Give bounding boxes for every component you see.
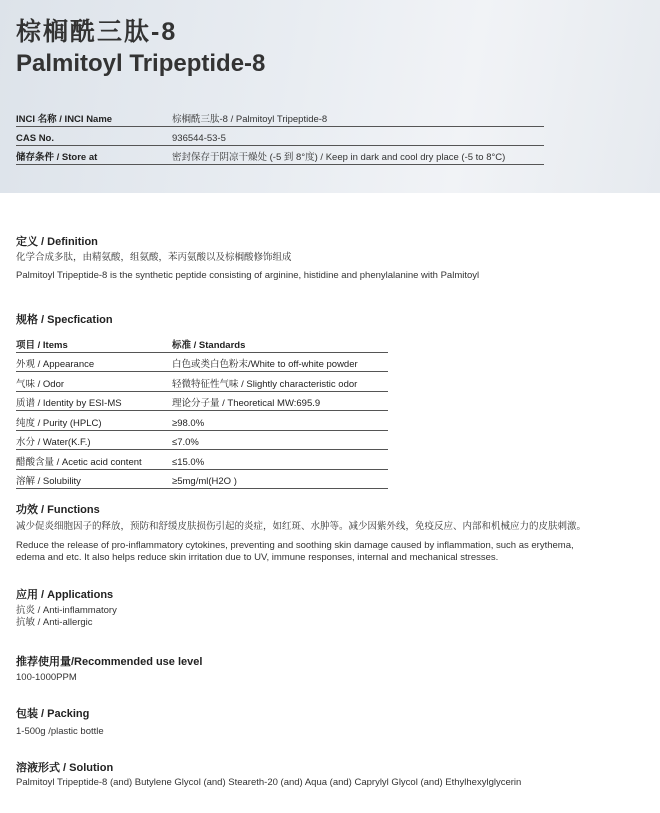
info-value: 棕榈酰三肽-8 / Palmitoyl Tripeptide-8 xyxy=(172,114,328,125)
spec-row xyxy=(16,411,388,431)
functions-heading: 功效 / Functions xyxy=(16,504,100,516)
spec-item: 质谱 / Identity by ESI-MS xyxy=(16,398,122,409)
spec-standard: ≥98.0% xyxy=(172,417,205,429)
solution-value: Palmitoyl Tripeptide-8 (and) Butylene Glycol (and) Steareth-20 (and) Aqua (and) Caprylyl Glycol (and) Ethylhexylglycerin xyxy=(16,777,522,788)
packing-value: 1-500g /plastic bottle xyxy=(16,726,104,737)
info-row xyxy=(16,127,544,146)
info-row xyxy=(16,108,544,127)
spec-row xyxy=(16,450,388,470)
spec-col-standards: 标准 / Standards xyxy=(172,339,246,351)
spec-standard: ≤7.0% xyxy=(172,437,199,448)
definition-text-en: Palmitoyl Tripeptide-8 is the synthetic peptide consisting of arginine, histidine and phenylalanine with Palmitoyl xyxy=(16,270,480,281)
packing-heading: 包装 / Packing xyxy=(16,708,90,720)
spec-item: 外观 / Appearance xyxy=(16,359,95,370)
applications-heading: 应用 / Applications xyxy=(16,589,114,601)
application-item: 抗炎 / Anti-inflammatory xyxy=(16,605,117,616)
functions-text-cn: 减少促炎细胞因子的释放，预防和舒缓皮肤损伤引起的炎症，如红斑、水肿等。减少因紫外线，免疫反应、内部和机械应力的皮肤刺激。 xyxy=(16,521,587,532)
use-level-value: 100-1000PPM xyxy=(16,672,77,683)
spec-row xyxy=(16,372,388,392)
info-row xyxy=(16,146,544,165)
solution-heading: 溶液形式 / Solution xyxy=(16,762,114,774)
spec-item: 醋酸含量 / Acetic acid content xyxy=(16,456,142,468)
spec-item: 水分 / Water(K.F.) xyxy=(16,437,91,448)
spec-item: 溶解 / Solubility xyxy=(16,476,81,487)
spec-header-row xyxy=(16,333,388,353)
info-key: 储存条件 / Store at xyxy=(16,152,98,163)
spec-standard: ≤15.0% xyxy=(172,456,205,468)
specification-heading: 规格 / Specfication xyxy=(16,314,113,326)
spec-item: 纯度 / Purity (HPLC) xyxy=(16,417,102,429)
spec-standard: 轻微特征性气味 / Slightly characteristic odor xyxy=(172,378,358,390)
functions-text-en-2: edema and etc. It also helps reduce skin irritation due to UV, immune responses, internal and mechanical stresses. xyxy=(16,552,499,563)
title-english: Palmitoyl Tripeptide-8 xyxy=(16,50,266,77)
functions-text-en-1: Reduce the release of pro-inflammatory cytokines, preventing and soothing skin damage caused by inflammation, such as erythema, xyxy=(16,540,574,551)
title-chinese: 棕榈酰三肽-8 xyxy=(16,18,178,46)
application-item: 抗敏 / Anti-allergic xyxy=(16,617,93,628)
spec-item: 气味 / Odor xyxy=(16,378,65,390)
spec-row xyxy=(16,470,388,490)
definition-text-cn: 化学合成多肽，由精氨酸，组氨酸，苯丙氨酸以及棕榈酸修饰组成 xyxy=(16,252,292,263)
spec-standard: 理论分子量 / Theoretical MW:695.9 xyxy=(172,398,321,409)
spec-row xyxy=(16,353,388,373)
info-key: INCI 名称 / INCI Name xyxy=(16,114,113,125)
use-level-heading: 推荐使用量/Recommended use level xyxy=(16,656,203,668)
definition-heading: 定义 / Definition xyxy=(16,236,98,248)
info-table xyxy=(16,108,544,165)
spec-standard: ≥5mg/ml(H2O ) xyxy=(172,476,237,487)
spec-row xyxy=(16,392,388,412)
info-value: 密封保存于阴凉干燥处 (-5 到 8°度) / Keep in dark and cool dry place (-5 to 8°C) xyxy=(172,152,506,163)
info-value: 936544-53-5 xyxy=(172,133,226,144)
info-key: CAS No. xyxy=(16,133,54,144)
spec-standard: 白色或类白色粉末/White to off-white powder xyxy=(172,359,358,370)
spec-row xyxy=(16,431,388,451)
specification-table xyxy=(16,333,388,489)
spec-col-items: 项目 / Items xyxy=(16,339,68,351)
